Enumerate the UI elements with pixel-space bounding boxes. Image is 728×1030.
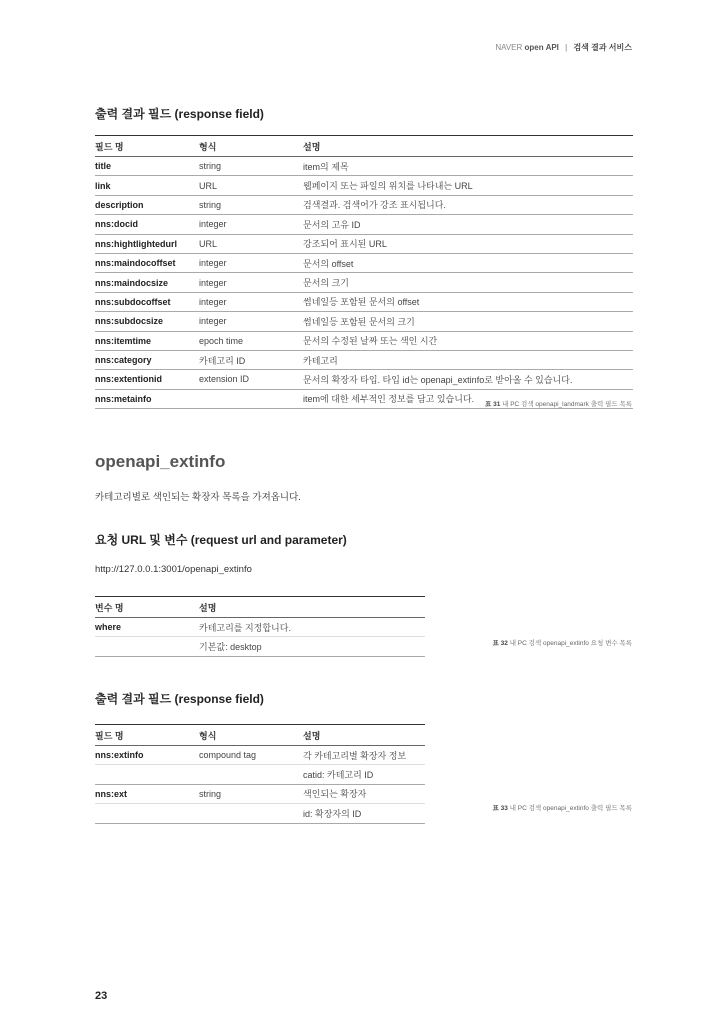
field-type: integer: [199, 292, 303, 311]
table-row: [95, 253, 633, 272]
field-desc: 검색결과. 검색어가 강조 표시됩니다.: [303, 195, 633, 214]
column-header: 필드 명: [95, 725, 199, 746]
field-desc: 색인되는 확장자: [303, 784, 425, 803]
header-separator: |: [565, 43, 568, 52]
field-desc: item의 제목: [303, 157, 633, 176]
column-header: 변수 명: [95, 597, 199, 618]
field-desc: 문서의 고유 ID: [303, 215, 633, 234]
field-name: title: [95, 157, 199, 176]
field-name: nns:maindocoffset: [95, 253, 199, 272]
table-caption: [493, 638, 632, 647]
request-url: http://127.0.0.1:3001/openapi_extinfo: [95, 564, 252, 575]
table-caption: [485, 399, 632, 408]
header-brand: NAVER: [495, 43, 523, 52]
section2-heading: 요청 URL 및 변수 (request url and parameter): [95, 533, 347, 547]
caption-text: 내 PC 검색 openapi_landmark 출력 필드 목록: [502, 401, 632, 408]
field-name: nns:maindocsize: [95, 273, 199, 292]
field-name: nns:ext: [95, 784, 199, 803]
field-type: string: [199, 195, 303, 214]
param-desc: 카테고리를 지정합니다.: [199, 618, 425, 637]
column-header: 설명: [303, 725, 425, 746]
field-desc: 썸네일등 포함된 문서의 크기: [303, 312, 633, 331]
field-type: integer: [199, 215, 303, 234]
table-header-row: [95, 136, 633, 157]
column-header: 필드 명: [95, 136, 199, 157]
field-type: integer: [199, 312, 303, 331]
field-type: [199, 389, 303, 408]
caption-text: 내 PC 검색 openapi_extinfo 출력 필드 목록: [509, 805, 632, 812]
field-type: [199, 765, 303, 784]
api-description: 카테고리별로 색인되는 확장자 목록을 가져옵니다.: [95, 492, 301, 503]
table-row: [95, 765, 425, 784]
field-type: integer: [199, 253, 303, 272]
table-row: [95, 370, 633, 389]
table-row: [95, 312, 633, 331]
table-header-row: [95, 725, 425, 746]
caption-text: 내 PC 검색 openapi_extinfo 요청 변수 목록: [509, 640, 632, 647]
param-desc: 기본값: desktop: [199, 637, 425, 656]
table-row: [95, 215, 633, 234]
param-name: where: [95, 618, 199, 637]
table-header-row: [95, 597, 425, 618]
field-desc: 강조되어 표시된 URL: [303, 234, 633, 253]
table-row: [95, 331, 633, 350]
caption-number: 표 33: [492, 805, 508, 812]
param-name: [95, 637, 199, 656]
field-type: 카테고리 ID: [199, 350, 303, 369]
field-name: link: [95, 176, 199, 195]
field-desc: item에 대한 세부적인 정보를 담고 있습니다.: [303, 389, 633, 408]
table-row: [95, 784, 425, 803]
table-row: [95, 292, 633, 311]
section2-table: [95, 596, 425, 657]
field-name: nns:hightlightedurl: [95, 234, 199, 253]
field-desc: catid: 카테고리 ID: [303, 765, 425, 784]
column-header: 설명: [199, 597, 425, 618]
field-desc: 문서의 offset: [303, 253, 633, 272]
field-name: description: [95, 195, 199, 214]
field-type: string: [199, 157, 303, 176]
field-type: epoch time: [199, 331, 303, 350]
field-type: [199, 804, 303, 823]
field-desc: 썸네일등 포함된 문서의 offset: [303, 292, 633, 311]
field-name: [95, 804, 199, 823]
page-number: 23: [95, 990, 108, 1002]
table-row: [95, 273, 633, 292]
field-name: nns:metainfo: [95, 389, 199, 408]
field-name: nns:docid: [95, 215, 199, 234]
table-caption: [493, 803, 632, 812]
field-type: URL: [199, 176, 303, 195]
caption-number: 표 31: [485, 401, 501, 408]
api-title: openapi_extinfo: [95, 452, 226, 471]
field-desc: 문서의 확장자 타입. 타입 id는 openapi_extinfo로 받아올 수 있습니다.: [303, 370, 633, 389]
field-type: integer: [199, 273, 303, 292]
table-row: [95, 195, 633, 214]
column-header: 형식: [199, 725, 303, 746]
field-desc: 문서의 크기: [303, 273, 633, 292]
field-name: nns:extinfo: [95, 746, 199, 765]
field-desc: 문서의 수정된 날짜 또는 색인 시간: [303, 331, 633, 350]
running-header: [495, 42, 632, 53]
table-row: [95, 637, 425, 656]
field-type: compound tag: [199, 746, 303, 765]
field-desc: 웹페이지 또는 파일의 위치를 나타내는 URL: [303, 176, 633, 195]
table-row: [95, 234, 633, 253]
field-type: URL: [199, 234, 303, 253]
section1-table: [95, 135, 633, 409]
field-desc: 카테고리: [303, 350, 633, 369]
section1-heading: 출력 결과 필드 (response field): [95, 107, 264, 121]
header-service: 검색 결과 서비스: [573, 43, 632, 52]
field-name: nns:category: [95, 350, 199, 369]
table-row: [95, 618, 425, 637]
table-row: [95, 804, 425, 823]
section3-heading: 출력 결과 필드 (response field): [95, 692, 264, 706]
field-type: string: [199, 784, 303, 803]
header-api: open API: [524, 43, 559, 52]
field-name: nns:extentionid: [95, 370, 199, 389]
table-row: [95, 176, 633, 195]
field-type: extension ID: [199, 370, 303, 389]
table-row: [95, 157, 633, 176]
field-name: nns:itemtime: [95, 331, 199, 350]
table-row: [95, 746, 425, 765]
section3-table: [95, 724, 425, 824]
field-name: [95, 765, 199, 784]
column-header: 설명: [303, 136, 633, 157]
field-desc: id: 확장자의 ID: [303, 804, 425, 823]
field-name: nns:subdocsize: [95, 312, 199, 331]
column-header: 형식: [199, 136, 303, 157]
field-desc: 각 카테고리별 확장자 정보: [303, 746, 425, 765]
caption-number: 표 32: [492, 640, 508, 647]
table-row: [95, 350, 633, 369]
field-name: nns:subdocoffset: [95, 292, 199, 311]
